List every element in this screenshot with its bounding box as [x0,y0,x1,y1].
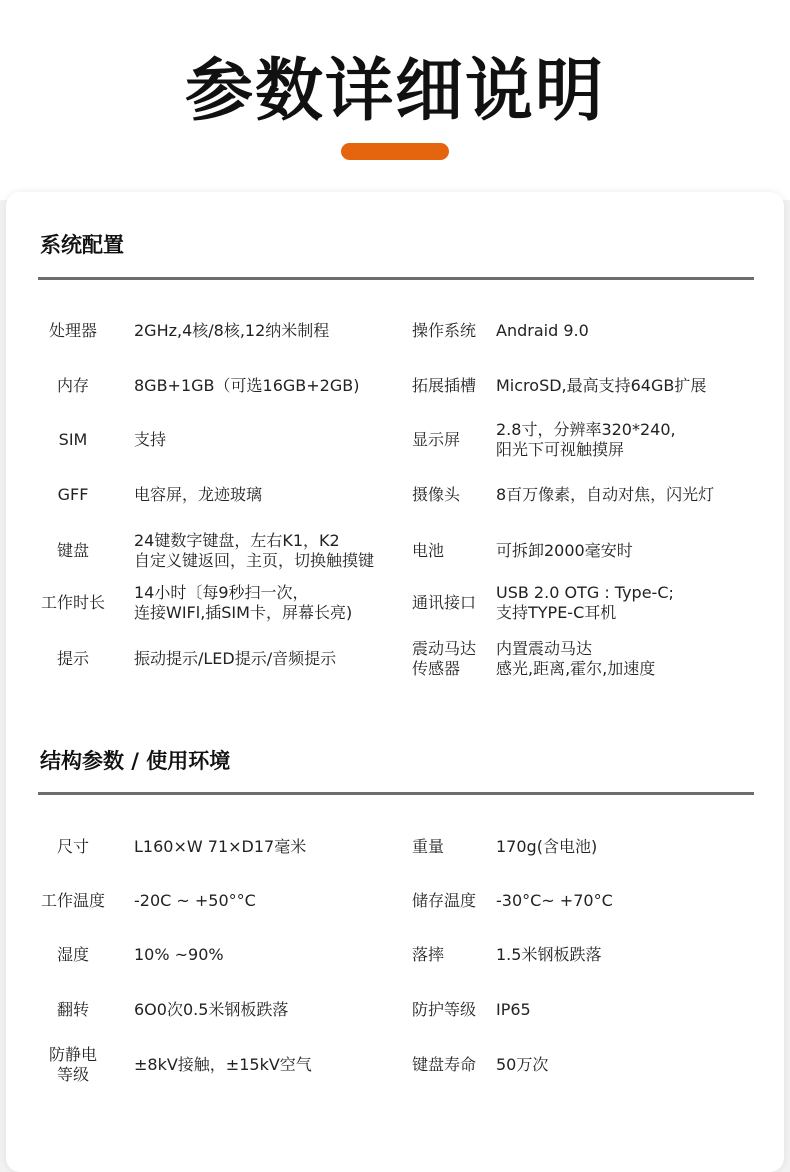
spec-value: 1.5米钢板跌落 [496,945,602,964]
spec-value: 24键数字键盘，左右K1，K2 自定义键返回，主页，切换触摸键 [134,531,375,570]
header [0,0,790,200]
spec-label: 通讯接口 [412,593,477,612]
spec-label: 键盘 [56,541,89,560]
spec-label: 内存 [56,376,89,395]
spec-value: 电容屏，龙迹玻璃 [134,485,263,504]
spec-label: GFF [57,485,89,504]
spec-label: 震动马达 传感器 [412,639,477,678]
spec-value: 可拆卸2000毫安时 [496,541,633,560]
spec-label: 落摔 [412,945,445,964]
section-divider [38,277,754,280]
spec-value: -20C ~ +50°°C [134,891,256,910]
spec-value: 2.8寸，分辨率320*240, 阳光下可视触摸屏 [496,420,676,459]
spec-value: Andraid 9.0 [496,321,589,340]
spec-label: 湿度 [56,945,89,964]
spec-value: USB 2.0 OTG : Type-C; 支持TYPE-C耳机 [496,583,674,622]
spec-value: MicroSD,最高支持64GB扩展 [496,376,707,395]
spec-label: 防护等级 [412,1000,477,1019]
spec-value: ±8kV接触，±15kV空气 [134,1055,312,1074]
spec-value: IP65 [496,1000,531,1019]
spec-value: 50万次 [496,1055,549,1074]
spec-label: 操作系统 [412,321,477,340]
section-title-system: 系统配置 [40,233,124,257]
spec-label: 储存温度 [412,891,477,910]
spec-value: 170g(含电池) [496,837,598,856]
spec-value: 8GB+1GB（可选16GB+2GB) [134,376,360,395]
spec-value: 10% ~90% [134,945,224,964]
spec-value: 8百万像素，自动对焦，闪光灯 [496,485,715,504]
spec-label: 尺寸 [56,837,89,856]
spec-label: 显示屏 [412,430,461,449]
page-title: 参数详细说明 [184,52,605,131]
spec-label: 重量 [412,837,445,856]
spec-value: L160×W 71×D17毫米 [134,837,307,856]
spec-label: 键盘寿命 [412,1055,477,1074]
spec-value: 6O0次0.5米钢板跌落 [134,1000,289,1019]
spec-value: 支持 [134,430,167,449]
spec-label: 翻转 [56,1000,89,1019]
spec-label: SIM [58,430,88,449]
spec-label: 提示 [56,649,89,668]
title-accent-bar [341,143,449,160]
spec-value: 14小时〔每9秒扫一次， 连接WIFl,插SIM卡，屏幕长亮) [134,583,353,622]
spec-value: 内置震动马达 感光,距离,霍尔,加速度 [496,639,656,678]
spec-label: 拓展插槽 [412,376,477,395]
spec-label: 摄像头 [412,485,461,504]
spec-label: 电池 [412,541,445,560]
spec-label: 处理器 [48,321,97,340]
spec-label: 工作时长 [40,593,105,612]
section-title-structure: 结构参数 / 使用环境 [40,749,231,773]
spec-label: 工作温度 [40,891,105,910]
spec-value: -30°C~ +70°C [496,891,613,910]
spec-value: 振动提示/LED提示/音频提示 [134,649,337,668]
spec-value: 2GHz,4核/8核,12纳米制程 [134,321,330,340]
section-divider [38,792,754,795]
spec-label: 防静电 等级 [48,1045,97,1084]
